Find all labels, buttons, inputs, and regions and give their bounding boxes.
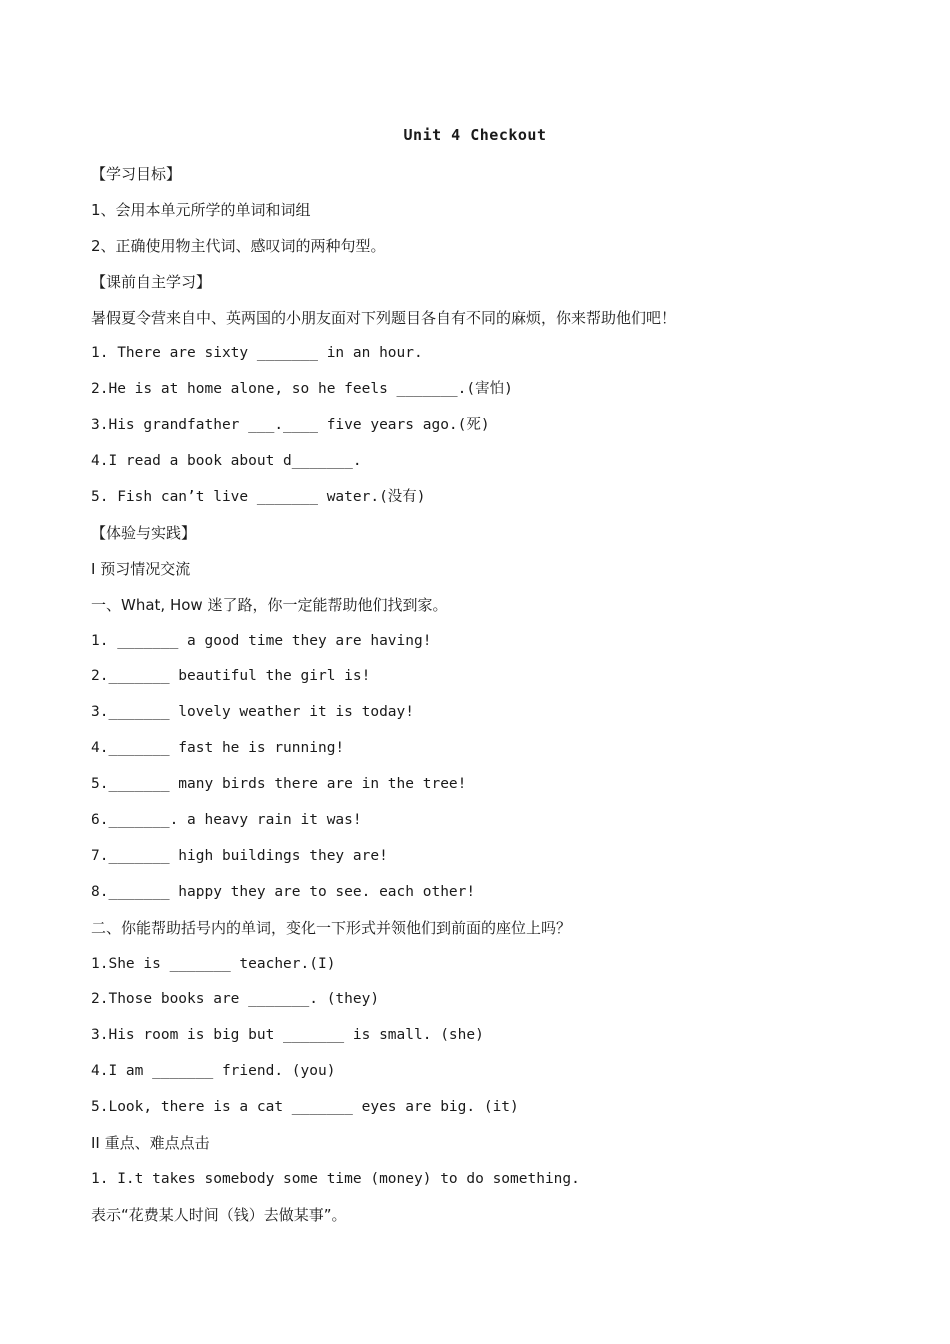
subsection-heading: II 重点、难点点击 — [91, 1134, 210, 1153]
exercise-line: 4.I read a book about d_______. — [91, 453, 362, 470]
exercise-line: 2.He is at home alone, so he feels _______.(害怕) — [91, 381, 513, 398]
key-point-line: 1. I.t takes somebody some time (money) to do something. — [91, 1170, 580, 1187]
instruction-line: 二、你能帮助括号内的单词，变化一下形式并领他们到前面的座位上吗？ — [91, 918, 572, 937]
exercise-line: 8._______ happy they are to see. each other! — [91, 883, 476, 900]
exercise-line: 7._______ high buildings they are! — [91, 847, 388, 864]
exercise-line: 2.Those books are _______. (they) — [91, 991, 380, 1008]
section-heading-pre-study: 【课前自主学习】 — [91, 272, 212, 291]
document-body — [91, 163, 891, 1240]
exercise-line: 3.His grandfather ___.____ five years ago.(死) — [91, 417, 490, 434]
exercise-line: 5._______ many birds there are in the tree! — [91, 776, 467, 793]
goal-line: 2、正确使用物主代词、感叹词的两种句型。 — [91, 236, 386, 255]
goal-line: 1、会用本单元所学的单词和词组 — [91, 200, 311, 219]
exercise-line: 3._______ lovely weather it is today! — [91, 704, 415, 721]
exercise-line: 4._______ fast he is running! — [91, 740, 345, 757]
subsection-heading: I 预习情况交流 — [91, 559, 191, 578]
exercise-line: 4.I am _______ friend. (you) — [91, 1063, 336, 1080]
exercise-line: 1. There are sixty _______ in an hour. — [91, 345, 423, 362]
section-heading-practice: 【体验与实践】 — [91, 523, 197, 542]
exercise-line: 6._______. a heavy rain it was! — [91, 812, 362, 829]
section-heading-learning-goals: 【学习目标】 — [91, 165, 182, 183]
exercise-line: 5. Fish can’t live _______ water.(没有) — [91, 489, 426, 506]
exercise-line: 3.His room is big but _______ is small. (she) — [91, 1027, 484, 1044]
exercise-line: 2._______ beautiful the girl is! — [91, 668, 371, 685]
explanation-line: 表示“花费某人时间（钱）去做某事”。 — [91, 1205, 347, 1224]
exercise-line: 1. _______ a good time they are having! — [91, 632, 432, 649]
instruction-line: 一、What, How 迷了路，你一定能帮助他们找到家。 — [91, 595, 448, 614]
exercise-line: 5.Look, there is a cat _______ eyes are big. (it) — [91, 1099, 519, 1116]
document-title: Unit 4 Checkout — [403, 126, 547, 144]
instruction-line: 暑假夏令营来自中、英两国的小朋友面对下列题目各自有不同的麻烦，你来帮助他们吧！ — [91, 308, 677, 327]
exercise-line: 1.She is _______ teacher.(I) — [91, 955, 336, 972]
